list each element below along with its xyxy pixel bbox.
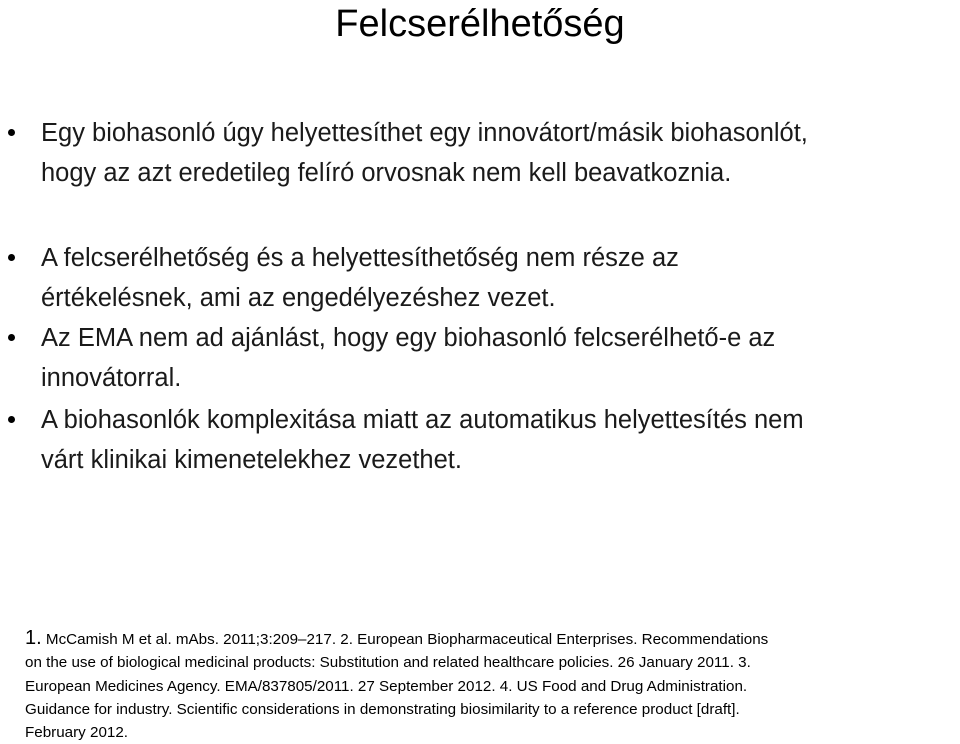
bullet-text-line: hogy az azt eredetileg felíró orvosnak nem kell beavatkoznia. xyxy=(41,159,732,187)
slide-title: Felcserélhetőség xyxy=(335,3,625,45)
bullet-item xyxy=(41,318,956,398)
reference-line: European Medicines Agency. EMA/837805/2011. 27 September 2012. 4. US Food and Drug Administration. xyxy=(25,677,748,695)
bullet-text-line: várt klinikai kimenetelekhez vezethet. xyxy=(41,446,462,474)
bullet-text-line: Egy biohasonló úgy helyettesíthet egy innovátort/másik biohasonlót, xyxy=(41,119,808,147)
bullet-dot-icon xyxy=(8,334,15,341)
bullet-dot-icon xyxy=(8,254,15,261)
bullet-item xyxy=(41,113,956,193)
bullet-dot-icon xyxy=(8,416,15,423)
bullet-text-line: A felcserélhetőség és a helyettesíthetőség nem része az xyxy=(41,244,679,272)
reference-line: on the use of biological medicinal products: Substitution and related healthcare policies. 26 January 2011. 3. xyxy=(25,654,751,672)
bullet-text-line: innovátorral. xyxy=(41,364,182,392)
bullet-dot-icon xyxy=(8,129,15,136)
reference-line: February 2012. xyxy=(25,724,128,742)
reference-line: Guidance for industry. Scientific considerations in demonstrating biosimilarity to a reference product [draft]. xyxy=(25,700,740,718)
references xyxy=(25,627,950,744)
reference-text: McCamish M et al. mAbs. 2011;3:209–217. 2. European Biopharmaceutical Enterprises. Recommendations xyxy=(45,631,769,648)
reference-number: 1. xyxy=(25,627,42,649)
bullet-item xyxy=(41,400,956,480)
bullet-text-line: Az EMA nem ad ajánlást, hogy egy biohasonló felcserélhető-e az xyxy=(41,324,776,352)
bullet-item xyxy=(41,238,956,318)
bullet-text-line: értékelésnek, ami az engedélyezéshez vezet. xyxy=(41,284,556,312)
reference-line xyxy=(25,627,950,651)
bullet-text-line: A biohasonlók komplexitása miatt az automatikus helyettesítés nem xyxy=(41,406,804,434)
